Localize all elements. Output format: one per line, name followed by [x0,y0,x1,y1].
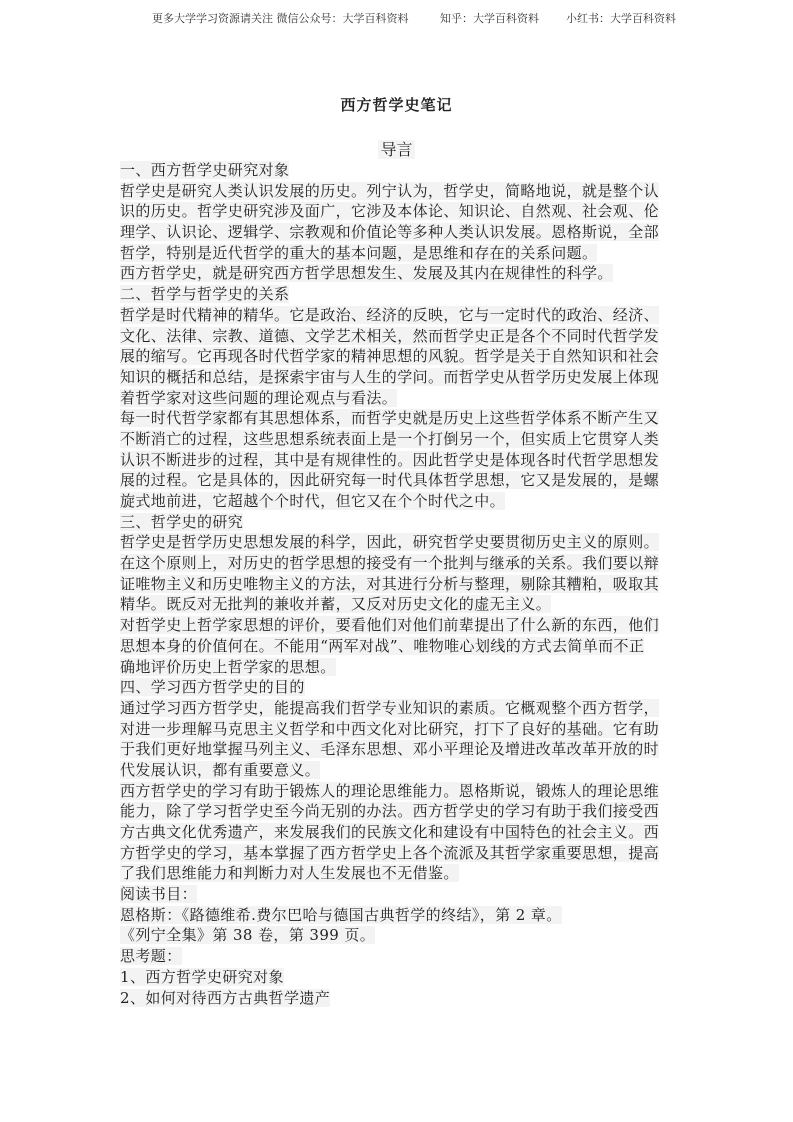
page-header [0,10,793,24]
text-line-content: 一、西方哲学史研究对象 [120,161,290,179]
text-line [120,925,680,946]
text-line-content: 阅读书目： [120,885,198,904]
text-line [120,719,680,740]
text-line [120,367,680,388]
text-line [120,408,680,429]
header-xiaohongshu: 小红书：大学百科资料 [566,12,676,25]
text-line-content: 旋式地前进，它超越个个时代，但它又在个个时代之中。 [120,492,506,510]
text-line-content: 识的历史。哲学史研究涉及面广，它涉及本体论、知识论、自然观、社会观、伦 [120,202,660,221]
text-line [120,760,680,781]
text-line-content: 展的缩写。它再现各时代哲学家的精神思想的风貌。哲学是关于自然知识和社会 [120,347,660,366]
text-line [120,243,680,264]
text-line [120,222,680,243]
header-zhihu: 知乎：大学百科资料 [440,12,539,25]
text-line [120,574,680,595]
text-line [120,781,680,802]
text-line-content: 每一时代哲学家都有其思想体系，而哲学史就是历史上这些哲学体系不断产生又 [120,409,660,428]
text-line [120,884,680,905]
text-line-content: 恩格斯：《路德维希.费尔巴哈与德国古典哲学的终结》，第 2 章。 [120,905,562,924]
text-line [120,615,680,636]
text-line-content: 2、如何对待西方古典哲学遗产 [120,988,331,1007]
text-line [120,346,680,367]
header-promo: 更多大学学习资源请关注 微信公众号：大学百科资料 [152,12,409,25]
text-line [120,636,680,657]
text-line [120,512,680,533]
text-line-content: 哲学史是哲学历史思想发展的科学，因此，研究哲学史要贯彻历史主义的原则。 [120,533,660,552]
text-line-content: 了我们思维能力和判断力对人生发展也不无借鉴。 [120,864,459,883]
section-title [0,137,793,160]
text-line-content: 代发展认识，都有重要意义。 [120,760,321,779]
text-line-content: 西方哲学史，就是研究西方哲学思想发生、发展及其内在规律性的科学。 [120,264,613,283]
text-line-content: 三、哲学史的研究 [120,512,244,531]
document-body [120,160,680,1008]
text-line-content: 精华。既反对无批判的兼收并蓄，又反对历史文化的虚无主义。 [120,595,552,614]
text-line-content: 能力，除了学习哲学史至今尚无别的办法。西方哲学史的学习有助于我们接受西 [120,802,660,821]
text-line [120,429,680,450]
text-line-content: 哲学，特别是近代哲学的重大的基本问题，是思维和存在的关系问题。 [120,243,598,262]
text-line-content: 通过学习西方哲学史，能提高我们哲学专业知识的素质。它概观整个西方哲学， [120,698,660,717]
text-line [120,843,680,864]
text-line [120,594,680,615]
document-title: 西方哲学史笔记 [340,96,453,114]
text-line [120,863,680,884]
text-line-content: 文化、法律、宗教、道德、文学艺术相关，然而哲学史正是各个不同时代哲学发 [120,326,660,345]
text-line [120,388,680,409]
text-line [120,946,680,967]
text-line [120,739,680,760]
text-line [120,553,680,574]
text-line-content: 西方哲学史的学习有助于锻炼人的理论思维能力。恩格斯说，锻炼人的理论思维 [120,781,660,800]
text-line-content: 理学、认识论、逻辑学、宗教观和价值论等多种人类认识发展。恩格斯说，全部 [120,223,660,242]
text-line [120,801,680,822]
text-line-content: 二、哲学与哲学史的关系 [120,285,290,304]
text-line [120,677,680,698]
text-line [120,263,680,284]
text-line [120,967,680,988]
text-line-content: 着哲学家对这些问题的理论观点与看法。 [120,388,398,407]
text-line [120,988,680,1009]
text-line [120,491,680,512]
text-line-content: 证唯物主义和历史唯物主义的方法，对其进行分析与整理，剔除其糟粕，吸取其 [120,574,660,593]
text-line-content: 哲学史是研究人类认识发展的历史。列宁认为，哲学史，简略地说，就是整个认 [120,181,660,200]
text-line-content: 不断消亡的过程，这些思想系统表面上是一个打倒另一个，但实质上它贯穿人类 [120,429,660,448]
text-line-content: 认识不断进步的过程，其中是有规律性的。因此哲学史是体现各时代哲学思想发 [120,450,660,469]
text-line-content: 哲学是时代精神的精华。它是政治、经济的反映，它与一定时代的政治、经济、 [120,305,660,324]
text-line-content: 方哲学史的学习，基本掌握了西方哲学史上各个流派及其哲学家重要思想，提高 [120,843,660,862]
text-line-content: 于我们更好地掌握马列主义、毛泽东思想、邓小平理论及增进改革改革开放的时 [120,740,660,759]
text-line [120,822,680,843]
text-line [120,305,680,326]
section-title-text: 导言 [380,140,413,159]
text-line-content: 方古典文化优秀遗产，来发展我们的民族文化和建设有中国特色的社会主义。西 [120,823,660,841]
text-line-content: 知识的概括和总结，是探索宇宙与人生的学问。而哲学史从哲学历史发展上体现 [120,367,660,386]
text-line-content: 1、西方哲学史研究对象 [120,967,284,986]
text-line [120,532,680,553]
text-line-content: 《列宁全集》第 38 卷，第 399 页。 [120,926,376,945]
text-line-content: 展的过程。它是具体的，因此研究每一时代具体哲学思想，它又是发展的，是螺 [120,471,660,490]
text-line [120,160,680,181]
text-line [120,326,680,347]
text-line-content: 思想本身的价值何在。不能用“两军对战”、唯物唯心划线的方式去简单而不正 [120,636,645,655]
text-line-content: 对进一步理解马克思主义哲学和中西文化对比研究，打下了良好的基础。它有助 [120,719,660,738]
text-line-content: 确地评价历史上哲学家的思想。 [120,657,336,676]
text-line [120,905,680,926]
text-line [120,450,680,471]
text-line-content: 四、学习西方哲学史的目的 [120,678,305,697]
text-line [120,201,680,222]
text-line [120,284,680,305]
text-line [120,181,680,202]
text-line-content: 在这个原则上，对历史的哲学思想的接受有一个批判与继承的关系。我们要以辩 [120,554,660,573]
text-line [120,698,680,719]
text-line [120,657,680,678]
text-line-content: 对哲学史上哲学家思想的评价，要看他们对他们前辈提出了什么新的东西，他们 [120,616,660,635]
text-line [120,470,680,491]
text-line-content: 思考题： [120,947,182,966]
